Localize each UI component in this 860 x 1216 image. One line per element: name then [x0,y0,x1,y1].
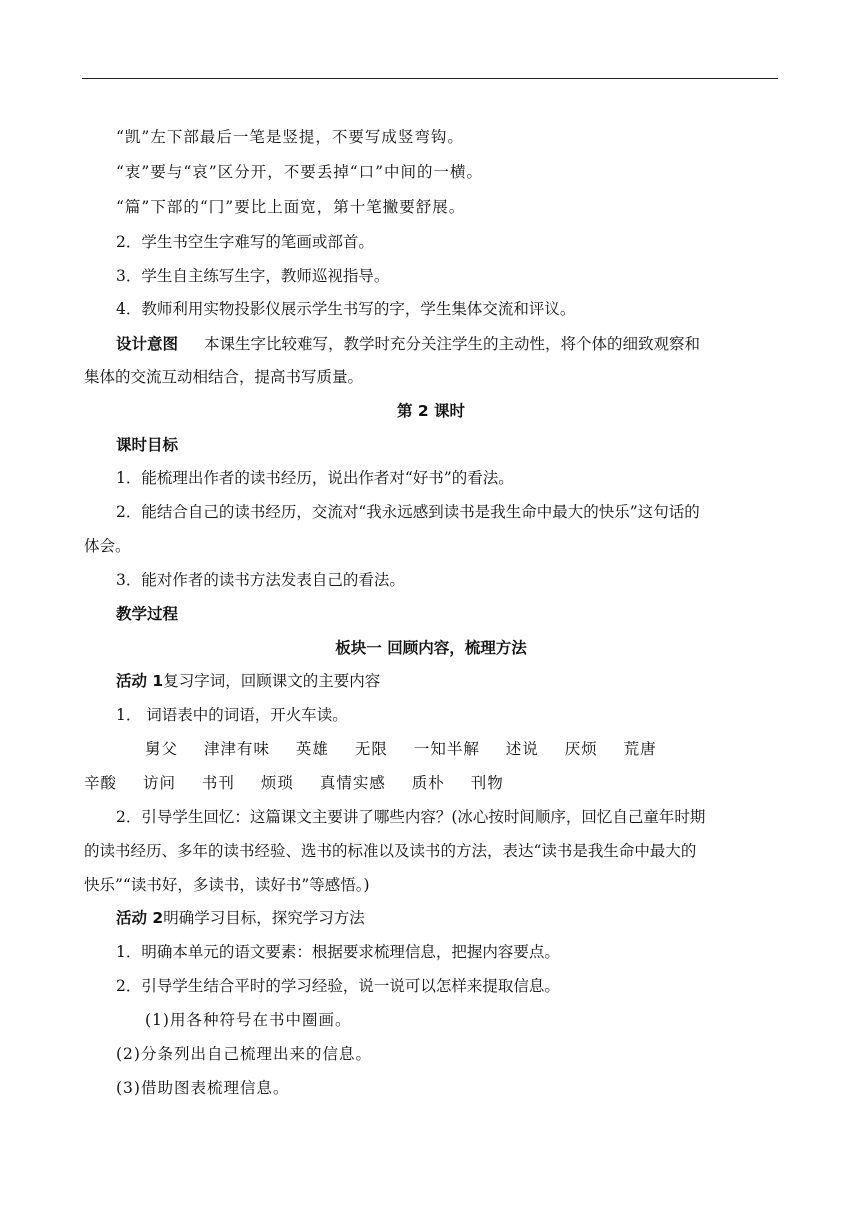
text-line: 体会。 [84,537,131,555]
activity-heading [116,907,778,929]
word: 舅父 [145,740,179,758]
word: 无限 [354,740,388,758]
design-text: 本课生字比较难写，教学时充分关注学生的主动性，将个体的细致观察和 [204,335,701,353]
text-line: (2)分条列出自己梳理出来的信息。 [116,1045,372,1063]
text-line: (3)借助图表梳理信息。 [116,1079,290,1097]
text-line: 2．引导学生回忆：这篇课文主要讲了哪些内容？(冰心按时间顺序，回忆自己童年时期 [116,808,706,826]
header-rule [82,78,778,79]
word: 刊物 [470,774,504,792]
text-line: 1．能梳理出作者的读书经历，说出作者对“好书”的看法。 [116,469,514,487]
text-line: 快乐”“读书好，多读书，读好书”等感悟。) [84,876,370,894]
activity-heading [116,670,778,692]
word: 辛酸 [84,774,118,792]
design-intent [116,333,778,355]
word: 述说 [505,740,539,758]
section-title: 课时目标 [116,436,179,454]
text-line: 2．引导学生结合平时的学习经验，说一说可以怎样来提取信息。 [116,977,560,995]
design-label: 设计意图 [116,335,179,353]
text-line: 1．明确本单元的语文要素：根据要求梳理信息，把握内容要点。 [116,943,560,961]
word-row [84,772,778,794]
text-line: “篇”下部的“冂”要比上面宽，第十笔撇要舒展。 [116,198,466,216]
activity-text: 复习字词，回顾课文的主要内容 [163,672,381,690]
text-line: 集体的交流互动相结合，提高书写质量。 [84,368,364,386]
text-line: 1． 词语表中的词语，开火车读。 [116,706,348,724]
word: 质朴 [411,774,445,792]
word: 厌烦 [564,740,598,758]
text-line: 2．能结合自己的读书经历，交流对“我永远感到读书是我生命中最大的快乐”这句话的 [116,503,700,521]
word: 真情实感 [319,774,386,792]
block-title: 板块一 回顾内容，梳理方法 [335,639,527,657]
word: 英雄 [295,740,329,758]
word: 荒唐 [623,740,657,758]
lesson-title: 第 2 课时 [396,402,466,420]
word: 津津有味 [203,740,270,758]
section-title: 教学过程 [116,605,179,623]
text-line: 3．学生自主练写生字，教师巡视指导。 [116,267,390,285]
activity-text: 明确学习目标，探究学习方法 [163,909,365,927]
text-line: 3．能对作者的读书方法发表自己的看法。 [116,571,405,589]
word: 烦琐 [260,774,294,792]
text-line: 2．学生书空生字难写的笔画或部首。 [116,233,374,251]
word: 访问 [142,774,176,792]
text-line: 的读书经历、多年的读书经验、选书的标准以及读书的方法，表达“读书是我生命中最大的 [84,842,697,860]
word: 一知半解 [413,740,480,758]
activity-label: 活动 2 [116,909,164,927]
word: 书刊 [201,774,235,792]
word-row [145,738,778,760]
text-line: 4．教师利用实物投影仪展示学生书写的字，学生集体交流和评议。 [116,300,576,318]
text-line: (1)用各种符号在书中圈画。 [145,1011,352,1029]
text-line: “衷”要与“哀”区分开，不要丢掉“口”中间的一横。 [116,163,484,181]
text-line: “凯”左下部最后一笔是竖提，不要写成竖弯钩。 [116,128,464,146]
activity-label: 活动 1 [116,672,164,690]
